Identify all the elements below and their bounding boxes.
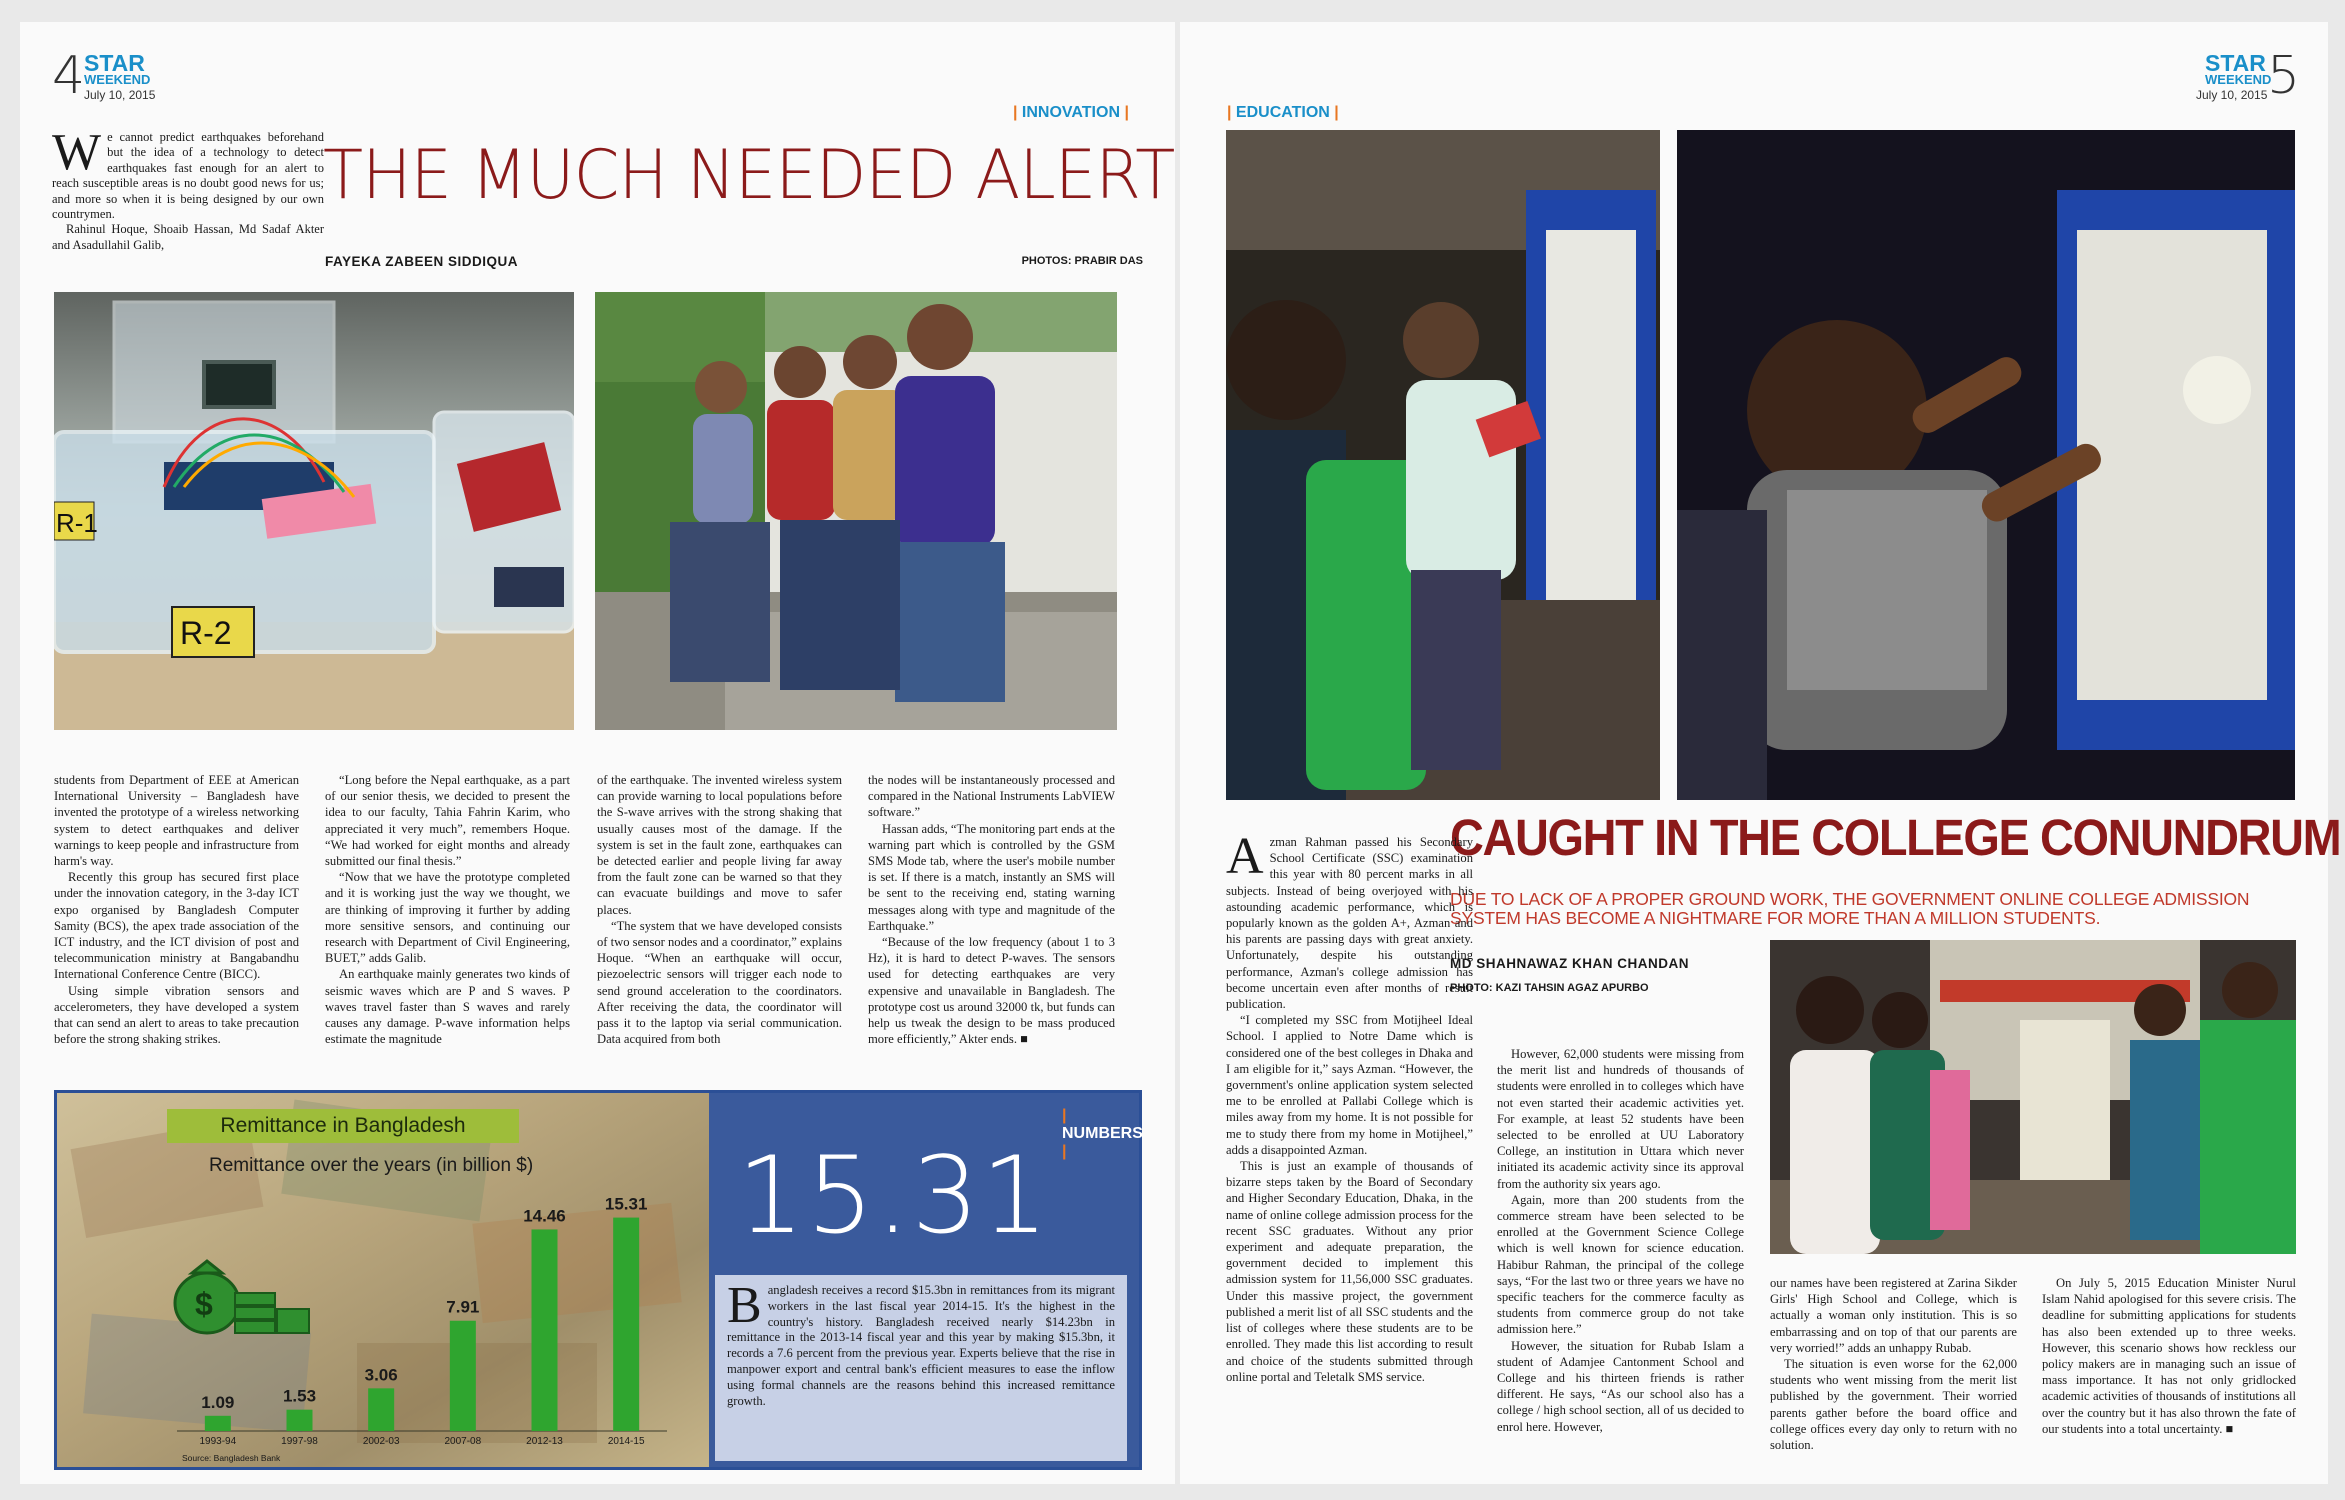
x-tick-label: 2014-15 bbox=[607, 1436, 645, 1447]
article-column-1 bbox=[1226, 828, 1473, 1385]
chart-bar bbox=[613, 1218, 639, 1431]
intro-text bbox=[52, 124, 324, 253]
paragraph: Again, more than 200 students from the commerce stream have been selected to be enrolled at the Government Science College which is well known for science education. Habibur Rahman, the principal of the college says, “For the last two or three years we have no specific teachers for the commerce faculty as students from commerce group do not take admission here.” bbox=[1497, 1192, 1744, 1337]
numbers-text bbox=[715, 1275, 1127, 1461]
sensor-prototype-photo bbox=[54, 292, 574, 730]
paragraph: students from Department of EEE at American International University – Bangladesh have invented the prototype of a wireless networking system to detect earthquakes and deliver warnings to keep people and infrastructure from harm's way. bbox=[54, 773, 299, 869]
intro-paragraph: e cannot predict earthquakes beforehand but the idea of a technology to detect earthquakes fast enough for an alert to reach susceptible areas is no doubt good news for us; and more so when it is being designed by our own countrymen. bbox=[52, 130, 324, 222]
notice-board-photo-2 bbox=[1677, 130, 2295, 800]
drop-cap: W bbox=[52, 124, 102, 181]
chart-source: Source: Bangladesh Bank bbox=[182, 1453, 281, 1463]
paragraph: zman Rahman passed his Secondary School Certificate (SSC) examination this year with 80 percent marks in all subjects. Instead of being overjoyed with his astounding academic performance, which is popularly known as the golden A+, Azman and his parents are passing days with great anxiety. Unfortunately, despite his outstanding performance, Azman's college admission has become uncertain even after months of result publication. bbox=[1226, 835, 1473, 1012]
paragraph: The situation is even worse for the 62,000 students who went missing from the merit list published by the government. Their worried parents gather before the board office and college offices every day only to return with no solution. bbox=[1770, 1357, 2017, 1453]
paragraph: Using simple vibration sensors and accelerometers, they have developed a system that can send an alert to areas to take precaution before the strong shaking strikes. bbox=[54, 983, 299, 1047]
photo-credit: PHOTOS: PRABIR DAS bbox=[1021, 255, 1143, 267]
paragraph: An earthquake mainly generates two kinds of seismic waves which are P and S waves. P waves travel faster than S waves and rarely causes any damage. P-wave information helps estimate the magnitude bbox=[325, 967, 570, 1047]
article-column-1 bbox=[54, 772, 299, 1047]
chart-bar bbox=[450, 1321, 476, 1431]
section-label: | INNOVATION | bbox=[1013, 104, 1129, 121]
paragraph: “The system that we have developed consists of two sensor nodes and a coordinator,” explains Hoque. “When an earthquake will occur, piezoelectric sensors will trigger each node to send ground acceleration to the coordinators. After receiving the data, the coordinator will pass it to the laptop via serial communication. Data acquired from both bbox=[597, 918, 843, 1047]
byline: MD SHAHNAWAZ KHAN CHANDAN bbox=[1450, 956, 1689, 971]
headline: THE MUCH NEEDED ALERT bbox=[323, 136, 1175, 215]
numbers-box bbox=[54, 1090, 1142, 1470]
photo-credit: PHOTO: KAZI TAHSIN AGAZ APURBO bbox=[1450, 982, 1649, 994]
star-weekend-logo bbox=[84, 52, 150, 86]
data-label: 14.46 bbox=[523, 1206, 566, 1226]
logo-star: STAR bbox=[2205, 50, 2266, 76]
article-column-4 bbox=[868, 772, 1115, 1047]
chart-bar bbox=[287, 1410, 313, 1431]
x-tick-label: 2002-03 bbox=[362, 1436, 400, 1447]
right-page bbox=[1180, 22, 2341, 1484]
box-label-r2: R-2 bbox=[180, 615, 232, 651]
star-weekend-logo bbox=[2205, 52, 2271, 86]
chart-svg bbox=[57, 1093, 709, 1467]
logo-star: STAR bbox=[84, 50, 145, 76]
article-column-3 bbox=[597, 772, 842, 1047]
byline: FAYEKA ZABEEN SIDDIQUA bbox=[325, 254, 519, 269]
section-label: | EDUCATION | bbox=[1227, 104, 1339, 121]
article-column-2 bbox=[325, 772, 570, 1047]
issue-date: July 10, 2015 bbox=[2196, 88, 2268, 102]
left-page bbox=[20, 22, 1175, 1484]
logo-weekend: WEEKEND bbox=[84, 72, 151, 87]
chart-bar bbox=[532, 1229, 558, 1431]
paragraph: “I completed my SSC from Motijheel Ideal School. I applied to Notre Dame which is considered one of the best colleges in Dhaka and I am eligible for it,” says Azman. “However, the government's online application system selected me to be enrolled at Pallabi College which is miles away from my home. It is not possible for me to study there from my home in Motijheel,” adds a disappointed Azman. bbox=[1226, 1013, 1473, 1157]
paragraph: “Because of the low frequency (about 1 to 3 Hz), it is hard to detect P-waves. The sensors used for detecting earthquakes are very expensive and unavailable in Bangladesh. The prototype cost us around 32000 tk, but funds can help us tweak the design to be mass produced more efficiently,” Akter ends. ■ bbox=[868, 935, 1115, 1047]
section-label-text: EDUCATION bbox=[1235, 104, 1330, 121]
data-label: 1.53 bbox=[282, 1386, 317, 1406]
issue-date: July 10, 2015 bbox=[84, 88, 156, 102]
paragraph: On July 5, 2015 Education Minister Nurul Islam Nahid apologised for this severe crisis. The deadline for submitting applications for students has also been extended up to three weeks. However, this scenario shows how reckless our policy makers are in managing such an issue of mass importance. It has not only gridlocked academic activities of thousands of institutions all over the country but it has also thrown the fate of our students into a total uncertainty. ■ bbox=[2042, 1276, 2296, 1436]
intro-continued: Rahinul Hoque, Shoaib Hassan, Md Sadaf Akter and Asadullahil Galib, bbox=[52, 222, 324, 252]
article-column-3 bbox=[1770, 1275, 2017, 1453]
paragraph: our names have been registered at Zarina Sikder Girls' High School and College, which is actually a woman only institution. This is so embarrassing and on top of that our parents are very worried!” adds an unhappy Rubab. bbox=[1770, 1276, 2017, 1355]
chart-banner: Remittance in Bangladesh bbox=[220, 1114, 466, 1137]
data-label: 3.06 bbox=[364, 1365, 398, 1385]
paragraph: Recently this group has secured first place under the innovation category, in the 3-day ICT expo organised by Bangladesh Computer Samity (BCS), the apex trade association of the ICT industry, and the ICT division of post and telecommunication ministry at Bangabandhu International Conference Centre (BICC). bbox=[54, 870, 299, 982]
chart-bar bbox=[368, 1388, 394, 1431]
drop-cap: A bbox=[1226, 828, 1264, 885]
paragraph: the nodes will be instantaneously processed and compared in the National Instruments LabVIEW software.” bbox=[868, 773, 1115, 820]
numbers-section-label: | NUMBERS | bbox=[1062, 1107, 1143, 1160]
svg-text:$: $ bbox=[195, 1286, 213, 1322]
big-number: 15.31 bbox=[737, 1134, 1051, 1257]
page-number: 4 bbox=[52, 46, 86, 106]
notice-board-photo-1 bbox=[1226, 130, 1660, 800]
numbers-paragraph: angladesh receives a record $15.3bn in remittances from its migrant workers in the last fiscal year 2014-15. It's the highest in the country's history. Bangladesh received nearly $14.23bn in remittance in the 2013-14 fiscal year and this year by making $15.3bn, it records a 7.6 percent from the previous year. Experts believe that the rise in manpower export and central bank's efficient measures to ease the inflow using formal channels are the reasons behind this increased remittance growth. bbox=[727, 1283, 1115, 1408]
chart-title: Remittance over the years (in billion $) bbox=[209, 1155, 534, 1176]
data-label: 7.91 bbox=[446, 1297, 480, 1317]
drop-cap: B bbox=[727, 1277, 762, 1334]
team-photo bbox=[595, 292, 1117, 730]
paragraph: However, 62,000 students were missing from the merit list and hundreds of thousands of students were enrolled in to colleges which have not even started their academic activities yet. For example, at least 52 students have been selected to be enrolled at UU Laboratory College, an institution in Uttara which never initiated its academic activity since its approval from the authority six years ago. bbox=[1497, 1047, 1744, 1191]
logo-weekend: WEEKEND bbox=[2205, 72, 2272, 87]
page-number: 5 bbox=[2267, 46, 2301, 106]
paragraph: Hassan adds, “The monitoring part ends at the warning part which is controlled by the GSM SMS Mode tab, where the user's mobile number is set. If there is a match, instantly an SMS will be sent to the receiving end, stating warning messages along with type and magnitude of the Earthquake.” bbox=[868, 821, 1115, 933]
remittance-chart bbox=[57, 1093, 709, 1467]
data-label: 1.09 bbox=[201, 1392, 235, 1412]
paragraph: of the earthquake. The invented wireless system can provide warning to local populations before the S-wave arrives with the strong shaking that usually causes most of the damage. If the system is set in the fault zone, earthquakes can be detected earlier and people living far away from the fault zone can be warned so that they can evacuate buildings and move to safer places. bbox=[597, 773, 842, 917]
paragraph: “Long before the Nepal earthquake, as a part of our senior thesis, we decided to present the idea to our faculty, Tahia Fahrin Karim, who appreciated it very much”, remembers Hoque. “We had worked for eight months and already submitted our final thesis.” bbox=[325, 773, 570, 869]
x-tick-label: 1997-98 bbox=[281, 1436, 318, 1447]
article-column-4 bbox=[2042, 1275, 2296, 1437]
paragraph: This is just an example of thousands of bizarre steps taken by the Board of Secondary and Higher Secondary Education, Dhaka, in the name of online college admission process for the recent SSC graduates. Without any prior experiment and adequate preparation, the government decided to implement this admission system for 11,56,000 SSC graduates. Under this massive project, the government published a merit list of all SSC students and the list of colleges where these students are to be enrolled. They made this list according to result and choice of the students submitted through online portal and Teletalk SMS service. bbox=[1226, 1159, 1473, 1384]
subhead: DUE TO LACK OF A PROPER GROUND WORK, THE GOVERNMENT ONLINE COLLEGE ADMISSION SYSTEM HAS BECOME A NIGHTMARE FOR MORE THAN A MILLION STUDENTS. bbox=[1450, 889, 2250, 928]
data-label: 15.31 bbox=[604, 1194, 648, 1214]
x-tick-label: 2012-13 bbox=[526, 1436, 563, 1447]
section-label-text: INNOVATION bbox=[1021, 104, 1120, 121]
box-label-r1: R-1 bbox=[56, 508, 98, 538]
x-tick-label: 1993-94 bbox=[199, 1436, 237, 1447]
x-tick-label: 2007-08 bbox=[444, 1436, 482, 1447]
paragraph: However, the situation for Rubab Islam a student of Adamjee Cantonment School and College and his thirteen friends is rather different. He says, “As our school also has a college / high school section, all of us decided to enrol here. However, bbox=[1497, 1338, 1744, 1434]
college-queue-photo bbox=[1770, 940, 2296, 1254]
article-column-2 bbox=[1497, 1046, 1744, 1435]
numbers-section-text: NUMBERS bbox=[1062, 1125, 1143, 1142]
headline: CAUGHT IN THE COLLEGE CONUNDRUM bbox=[1450, 809, 2341, 866]
chart-bar bbox=[205, 1416, 231, 1431]
paragraph: “Now that we have the prototype completed and it is working just the way we thought, we are thinking of improving it further by adding more sensitive sensors, and continuing our research with Department of Civil Engineering, BUET,” adds Galib. bbox=[325, 870, 570, 966]
